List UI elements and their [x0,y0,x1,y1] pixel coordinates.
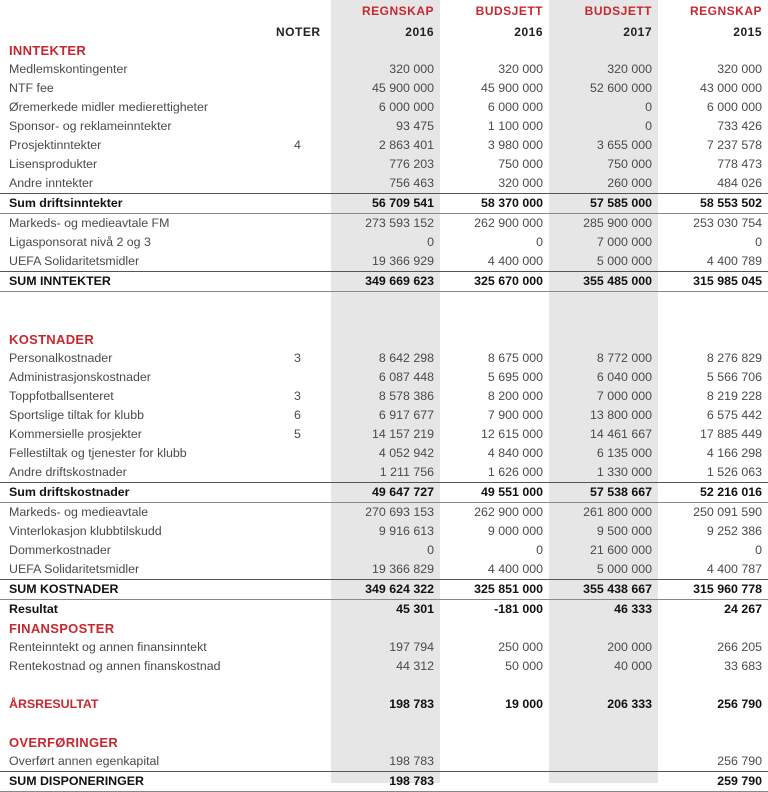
header-col-4-year: 2015 [733,24,762,39]
value-col-2: 19 000 [505,697,543,711]
value-col-2: 1 626 000 [487,465,543,479]
value-col-4: 52 216 016 [658,483,768,503]
empty-cell [440,292,549,312]
value-col-2: 50 000 [505,659,543,673]
value-col-2: 1 100 000 [487,119,543,133]
sum-row [0,580,768,600]
value-col-3 [549,41,658,60]
note-ref [222,600,331,620]
table-row [0,136,768,155]
value-col-1 [331,733,440,752]
section-heading-row [0,733,768,752]
value-col-1 [331,41,440,60]
value-col-1: 2 863 401 [378,138,434,152]
value-col-4 [658,733,768,752]
value-col-2: 262 900 000 [474,505,543,519]
value-col-2 [440,41,549,60]
value-col-2: 9 000 000 [487,524,543,538]
value-col-3: 320 000 [607,62,652,76]
value-col-4: 256 790 [717,697,762,711]
note-ref [222,444,331,463]
value-col-3 [549,772,658,792]
section-title: OVERFØRINGER [9,735,119,750]
value-col-1: 44 312 [396,659,434,673]
row-label: SUM INNTEKTER [0,272,222,292]
note-ref [222,60,331,79]
value-col-4: 33 683 [724,659,762,673]
empty-cell [549,676,658,695]
value-col-4: 0 [755,235,762,249]
value-col-1: 756 463 [389,176,434,190]
empty-cell [222,292,331,312]
note-ref [222,174,331,194]
value-col-2 [440,330,549,349]
value-col-2 [440,752,549,772]
value-col-3: 206 333 [607,697,652,711]
row-label: Markeds- og medieavtale FM [9,216,170,230]
row-label: Vinterlokasjon klubbtilskudd [9,524,162,538]
value-col-3: 355 485 000 [549,272,658,292]
section-heading-row [0,619,768,638]
value-col-2: 262 900 000 [474,216,543,230]
value-col-4: 6 575 442 [706,408,762,422]
value-col-2: 49 551 000 [440,483,549,503]
spacer-row [0,311,768,330]
value-col-4: 315 985 045 [658,272,768,292]
value-col-1 [331,619,440,638]
value-col-1: 45 900 000 [371,81,434,95]
note-ref [222,752,331,772]
note-ref: 3 [294,351,301,365]
table-row [0,60,768,79]
value-col-4: 58 553 502 [658,194,768,214]
note-ref [222,194,331,214]
row-label: Øremerkede midler medierettigheter [9,100,209,114]
table-row [0,79,768,98]
table-row [0,214,768,234]
row-label: ÅRSRESULTAT [9,697,99,711]
row-label: Andre driftskostnader [9,465,127,479]
value-col-4: 17 885 449 [699,427,762,441]
note-ref: 5 [294,427,301,441]
value-col-4: 733 426 [717,119,762,133]
value-col-4: 43 000 000 [699,81,762,95]
header-col-2-year: 2016 [514,24,543,39]
row-label: Overført annen egenkapital [9,754,160,768]
value-col-1: 273 593 152 [365,216,434,230]
value-col-3: 0 [645,119,652,133]
empty-cell [222,311,331,330]
value-col-3: 285 900 000 [583,216,652,230]
note-ref [222,41,331,60]
note-ref [222,772,331,792]
value-col-3: 52 600 000 [589,81,652,95]
spacer-row [0,714,768,733]
table-row [0,252,768,272]
note-ref [222,522,331,541]
value-col-3: 8 772 000 [596,351,652,365]
empty-cell [0,311,222,330]
table-row [0,560,768,580]
value-col-3: 21 600 000 [589,543,652,557]
header-col-1-year: 2016 [405,24,434,39]
header-row-titles [0,0,768,22]
value-col-4: 0 [755,543,762,557]
value-col-2: 750 000 [498,157,543,171]
row-label: Rentekostnad og annen finanskostnad [9,659,221,673]
value-col-4: 259 790 [658,772,768,792]
row-label: Kommersielle prosjekter [9,427,142,441]
value-col-1: 56 709 541 [331,194,440,214]
value-col-3: 5 000 000 [596,562,652,576]
header-row-years [0,22,768,41]
value-col-2: -181 000 [494,602,543,616]
value-col-2: 4 400 000 [487,562,543,576]
row-label: Administrasjonskostnader [9,370,151,384]
spacer-row [0,676,768,695]
value-col-1: 320 000 [389,62,434,76]
empty-cell [440,676,549,695]
row-label: Sum driftsinntekter [0,194,222,214]
table-row [0,117,768,136]
note-ref [222,657,331,676]
header-col-4-title: REGNSKAP [689,4,762,18]
value-col-4: 778 473 [717,157,762,171]
table-row [0,174,768,194]
value-col-3: 355 438 667 [549,580,658,600]
value-col-2: 5 695 000 [487,370,543,384]
header-blank [0,0,222,22]
row-label: Toppfotballsenteret [9,389,114,403]
note-ref [222,330,331,349]
empty-cell [658,714,768,733]
value-col-1: 349 624 322 [331,580,440,600]
value-col-1: 198 783 [331,772,440,792]
row-label: Sponsor- og reklameinntekter [9,119,172,133]
row-label: Renteinntekt og annen finansinntekt [9,640,207,654]
empty-cell [331,292,440,312]
value-col-1: 8 642 298 [378,351,434,365]
value-col-3: 57 538 667 [549,483,658,503]
table-row [0,368,768,387]
row-label: Markeds- og medieavtale [9,505,149,519]
row-label: Dommerkostnader [9,543,111,557]
note-ref: 6 [294,408,301,422]
value-col-3: 6 135 000 [596,446,652,460]
note-ref [222,560,331,580]
value-col-4: 256 790 [717,754,762,768]
row-label: UEFA Solidaritetsmidler [9,562,140,576]
value-col-2 [440,619,549,638]
table-row [0,233,768,252]
table-row [0,463,768,483]
value-col-4: 250 091 590 [693,505,762,519]
value-col-1: 6 000 000 [378,100,434,114]
value-col-2: 4 840 000 [487,446,543,460]
row-label: NTF fee [9,81,54,95]
header-col-3-year: 2017 [623,24,652,39]
note-ref [222,155,331,174]
value-col-2: 3 980 000 [487,138,543,152]
value-col-3: 750 000 [607,157,652,171]
value-col-1 [331,330,440,349]
table-row [0,387,768,406]
value-col-4: 6 000 000 [706,100,762,114]
value-col-1: 0 [427,235,434,249]
table-row [0,503,768,523]
header-col-3-title: BUDSJETT [584,4,652,18]
empty-cell [549,292,658,312]
value-col-1: 45 301 [396,602,434,616]
note-ref [222,733,331,752]
value-col-3: 200 000 [607,640,652,654]
value-col-3: 261 800 000 [583,505,652,519]
value-col-2: 325 851 000 [440,580,549,600]
note-ref: 3 [294,389,301,403]
header-col-2-title: BUDSJETT [475,4,543,18]
header-col-1-title: REGNSKAP [361,4,434,18]
note-ref [222,233,331,252]
empty-cell [658,292,768,312]
value-col-2: 58 370 000 [440,194,549,214]
value-col-4: 266 205 [717,640,762,654]
value-col-1: 6 917 677 [378,408,434,422]
value-col-4 [658,619,768,638]
row-label: Ligasponsorat nivå 2 og 3 [9,235,151,249]
section-title: FINANSPOSTER [9,621,115,636]
value-col-3 [549,752,658,772]
value-col-1: 8 578 386 [378,389,434,403]
value-col-2: 6 000 000 [487,100,543,114]
value-col-2: 8 675 000 [487,351,543,365]
value-col-4: 8 276 829 [706,351,762,365]
note-ref [222,695,331,714]
value-col-3 [549,733,658,752]
value-col-2: 250 000 [498,640,543,654]
value-col-1: 270 693 153 [365,505,434,519]
value-col-1: 19 366 929 [371,254,434,268]
value-col-2: 0 [536,235,543,249]
empty-cell [331,714,440,733]
section-title: KOSTNADER [9,332,95,347]
empty-cell [440,714,549,733]
value-col-2: 4 400 000 [487,254,543,268]
table-row [0,638,768,657]
note-ref [222,98,331,117]
value-col-2 [440,772,549,792]
note-ref: 4 [294,138,301,152]
value-col-4: 9 252 386 [706,524,762,538]
value-col-4: 484 026 [717,176,762,190]
header-notes-spacer [222,0,331,22]
value-col-3: 5 000 000 [596,254,652,268]
value-col-3: 46 333 [614,602,652,616]
value-col-3: 40 000 [614,659,652,673]
value-col-1: 776 203 [389,157,434,171]
empty-cell [658,311,768,330]
value-col-1: 198 783 [389,697,434,711]
table-row [0,406,768,425]
value-col-1: 9 916 613 [378,524,434,538]
value-col-4: 4 400 787 [706,562,762,576]
sum-row [0,483,768,503]
value-col-4: 315 960 778 [658,580,768,600]
value-col-1: 349 669 623 [331,272,440,292]
result-row [0,695,768,714]
note-ref [222,580,331,600]
value-col-4: 24 267 [724,602,762,616]
value-col-4: 8 219 228 [706,389,762,403]
value-col-3 [549,619,658,638]
value-col-4 [658,330,768,349]
spacer-row [0,292,768,312]
value-col-1: 1 211 756 [379,465,434,479]
value-col-1: 93 475 [396,119,434,133]
note-ref [222,79,331,98]
value-col-3: 13 800 000 [589,408,652,422]
table-row [0,349,768,368]
value-col-2: 320 000 [498,176,543,190]
value-col-3: 0 [645,100,652,114]
value-col-2: 7 900 000 [487,408,543,422]
value-col-1: 49 647 727 [331,483,440,503]
value-col-1: 0 [427,543,434,557]
value-col-4: 1 526 063 [706,465,762,479]
value-col-3: 57 585 000 [549,194,658,214]
table-row [0,541,768,560]
row-label: SUM KOSTNADER [0,580,222,600]
value-col-2: 12 615 000 [480,427,543,441]
note-ref [222,619,331,638]
value-col-1: 4 052 942 [378,446,434,460]
note-ref [222,541,331,560]
value-col-1: 14 157 219 [371,427,434,441]
table-row [0,657,768,676]
row-label: Fellestiltak og tjenester for klubb [9,446,187,460]
note-ref [222,272,331,292]
empty-cell [549,714,658,733]
row-label: Lisensprodukter [9,157,98,171]
section-heading-row [0,41,768,60]
value-col-3 [549,330,658,349]
value-col-3: 14 461 667 [589,427,652,441]
sum-row [0,272,768,292]
note-ref [222,117,331,136]
table-row [0,752,768,772]
table-row [0,98,768,117]
table-row [0,155,768,174]
value-col-3: 7 000 000 [596,389,652,403]
value-col-4 [658,41,768,60]
value-col-2: 45 900 000 [480,81,543,95]
value-col-4: 4 400 789 [706,254,762,268]
empty-cell [0,676,222,695]
value-col-1: 6 087 448 [378,370,434,384]
value-col-2: 320 000 [498,62,543,76]
row-label: Personalkostnader [9,351,113,365]
value-col-1: 197 794 [389,640,434,654]
row-label: SUM DISPONERINGER [0,772,222,792]
empty-cell [658,676,768,695]
row-label: Prosjektinntekter [9,138,102,152]
value-col-4: 253 030 754 [693,216,762,230]
value-col-3: 6 040 000 [596,370,652,384]
empty-cell [222,714,331,733]
value-col-3: 1 330 000 [596,465,652,479]
note-ref [222,214,331,234]
value-col-3: 7 000 000 [596,235,652,249]
empty-cell [331,676,440,695]
sum-row [0,194,768,214]
empty-cell [440,311,549,330]
note-ref [222,368,331,387]
row-label: Resultat [9,602,58,616]
row-label: UEFA Solidaritetsmidler [9,254,140,268]
value-col-4: 320 000 [717,62,762,76]
note-ref [222,638,331,657]
section-title: INNTEKTER [9,43,87,58]
section-heading-row [0,330,768,349]
empty-cell [0,714,222,733]
table-row [0,522,768,541]
note-ref [222,463,331,483]
value-col-3: 3 655 000 [596,138,652,152]
empty-cell [331,311,440,330]
header-blank [0,22,222,41]
empty-cell [549,311,658,330]
note-ref [222,252,331,272]
value-col-2 [440,733,549,752]
header-notes: NOTER [276,24,321,39]
value-col-3: 9 500 000 [596,524,652,538]
empty-cell [0,292,222,312]
table-row [0,600,768,620]
sum-row [0,772,768,792]
row-label: Sportslige tiltak for klubb [9,408,144,422]
value-col-2: 8 200 000 [487,389,543,403]
value-col-3: 260 000 [607,176,652,190]
value-col-4: 7 237 578 [706,138,762,152]
value-col-4: 5 566 706 [706,370,762,384]
value-col-1: 198 783 [389,754,434,768]
row-label: Sum driftskostnader [0,483,222,503]
table-row [0,425,768,444]
row-label: Andre inntekter [9,176,94,190]
value-col-2: 0 [536,543,543,557]
table-row [0,444,768,463]
value-col-2: 325 670 000 [440,272,549,292]
row-label: Medlemskontingenter [9,62,128,76]
value-col-1: 19 366 829 [371,562,434,576]
empty-cell [222,676,331,695]
value-col-4: 4 166 298 [706,446,762,460]
note-ref [222,483,331,503]
note-ref [222,503,331,523]
